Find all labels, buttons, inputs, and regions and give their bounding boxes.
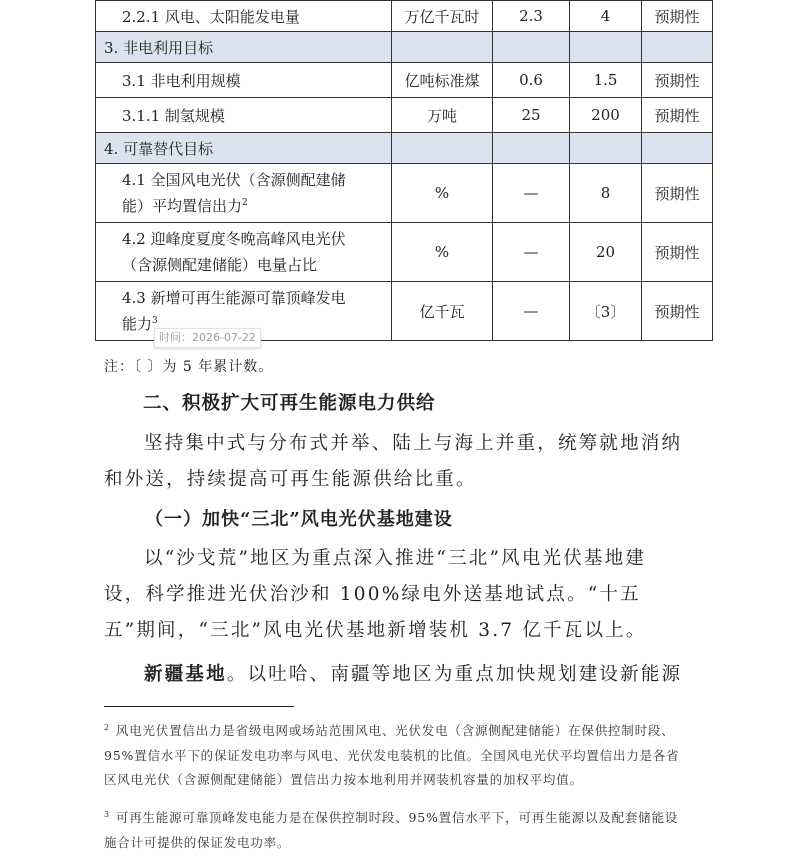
indicator-name-line1: 4.2 迎峰度夏度冬晚高峰风电光伏 xyxy=(122,230,346,248)
indicator-kind: 预期性 xyxy=(642,223,713,282)
section-title: 4. 可靠替代目标 xyxy=(96,133,392,164)
table-row xyxy=(96,63,713,98)
indicator-kind: 预期性 xyxy=(642,63,713,98)
indicator-name: 3.1.1 制氢规模 xyxy=(96,98,392,133)
table-row xyxy=(96,98,713,133)
indicator-value-target: 4 xyxy=(570,1,642,32)
targets-table xyxy=(95,0,713,341)
indicator-unit: 万吨 xyxy=(392,98,493,133)
body-paragraph: 坚持集中式与分布式并举、陆上与海上并重，统筹就地消纳和外送，持续提高可再生能源供给比重。 xyxy=(104,433,683,490)
indicator-name-line2: （含源侧配建储能）电量占比 xyxy=(122,256,318,274)
paragraph-text: 。以吐哈、南疆等地区为重点加快规划建设新能源 xyxy=(226,664,683,685)
indicator-name xyxy=(96,223,392,282)
footnote-text: 风电光伏置信出力是省级电网或场站范围风电、光伏发电（含源侧配建储能）在保供控制时段、95%置信水平下的保证发电功率与风电、光伏发电装机的比值。全国风电光伏平均置信出力是各省区风电光伏（含源侧配建储能）置信出力按本地利用并网装机容量的加权平均值。 xyxy=(104,723,680,787)
indicator-kind: 预期性 xyxy=(642,1,713,32)
footnote-text: 可再生能源可靠顶峰发电能力是在保供控制时段、95%置信水平下，可再生能源以及配套储能设施合计可提供的保证发电功率。 xyxy=(104,810,679,850)
indicator-name-line2: 能）平均置信出力 xyxy=(122,197,243,215)
indicator-unit: 亿吨标准煤 xyxy=(392,63,493,98)
footnote xyxy=(104,806,684,855)
indicator-name-line1: 4.1 全国风电光伏（含源侧配建储 xyxy=(122,171,346,189)
footnote-mark: 3 xyxy=(104,810,110,819)
table-note: 注：〔 〕为 5 年累计数。 xyxy=(104,359,274,375)
indicator-value-target: 20 xyxy=(570,223,642,282)
section-title: 3. 非电利用目标 xyxy=(96,32,392,63)
table-section-row xyxy=(96,32,713,63)
body-paragraph: 以“沙戈荒”地区为重点深入推进“三北”风电光伏基地建设，科学推进光伏治沙和 100%绿电外送基地试点。“十五五”期间，“三北”风电光伏基地新增装机 3.7 亿千瓦以上。 xyxy=(104,548,647,641)
indicator-value-base: — xyxy=(493,164,570,223)
indicator-unit: % xyxy=(392,223,493,282)
body-paragraph xyxy=(104,657,684,693)
table-row xyxy=(96,1,713,32)
footnote-mark: 2 xyxy=(104,723,110,732)
paragraph-lead: 新疆基地 xyxy=(144,664,227,685)
indicator-unit: 万亿千瓦时 xyxy=(392,1,493,32)
footnote-ref[interactable]: 2 xyxy=(242,198,248,208)
indicator-name xyxy=(96,164,392,223)
table-section-row xyxy=(96,133,713,164)
indicator-value-base: 2.3 xyxy=(493,1,570,32)
indicator-value-target: 〔3〕 xyxy=(570,282,642,341)
indicator-unit: 亿千瓦 xyxy=(392,282,493,341)
indicator-value-target: 8 xyxy=(570,164,642,223)
indicator-name-line1: 4.3 新增可再生能源可靠顶峰发电 xyxy=(122,289,346,307)
indicator-value-base: 25 xyxy=(493,98,570,133)
footnote-divider xyxy=(104,706,294,707)
indicator-value-base: — xyxy=(493,282,570,341)
table-row xyxy=(96,164,713,223)
footnote xyxy=(104,719,684,793)
footnote-ref[interactable]: 3 xyxy=(152,316,158,326)
indicator-unit: % xyxy=(392,164,493,223)
table-row xyxy=(96,223,713,282)
indicator-value-target: 1.5 xyxy=(570,63,642,98)
indicator-name: 2.2.1 风电、太阳能发电量 xyxy=(96,1,392,32)
indicator-name-line2: 能力 xyxy=(122,315,153,333)
subsection-heading: （一）加快“三北”风电光伏基地建设 xyxy=(145,509,453,530)
indicator-value-target: 200 xyxy=(570,98,642,133)
indicator-name: 3.1 非电利用规模 xyxy=(96,63,392,98)
section-heading: 二、积极扩大可再生能源电力供给 xyxy=(143,393,436,414)
indicator-kind: 预期性 xyxy=(642,98,713,133)
indicator-value-base: — xyxy=(493,223,570,282)
indicator-kind: 预期性 xyxy=(642,282,713,341)
timestamp-tooltip: 时间：2026-07-22 xyxy=(154,328,261,348)
indicator-value-base: 0.6 xyxy=(493,63,570,98)
indicator-kind: 预期性 xyxy=(642,164,713,223)
